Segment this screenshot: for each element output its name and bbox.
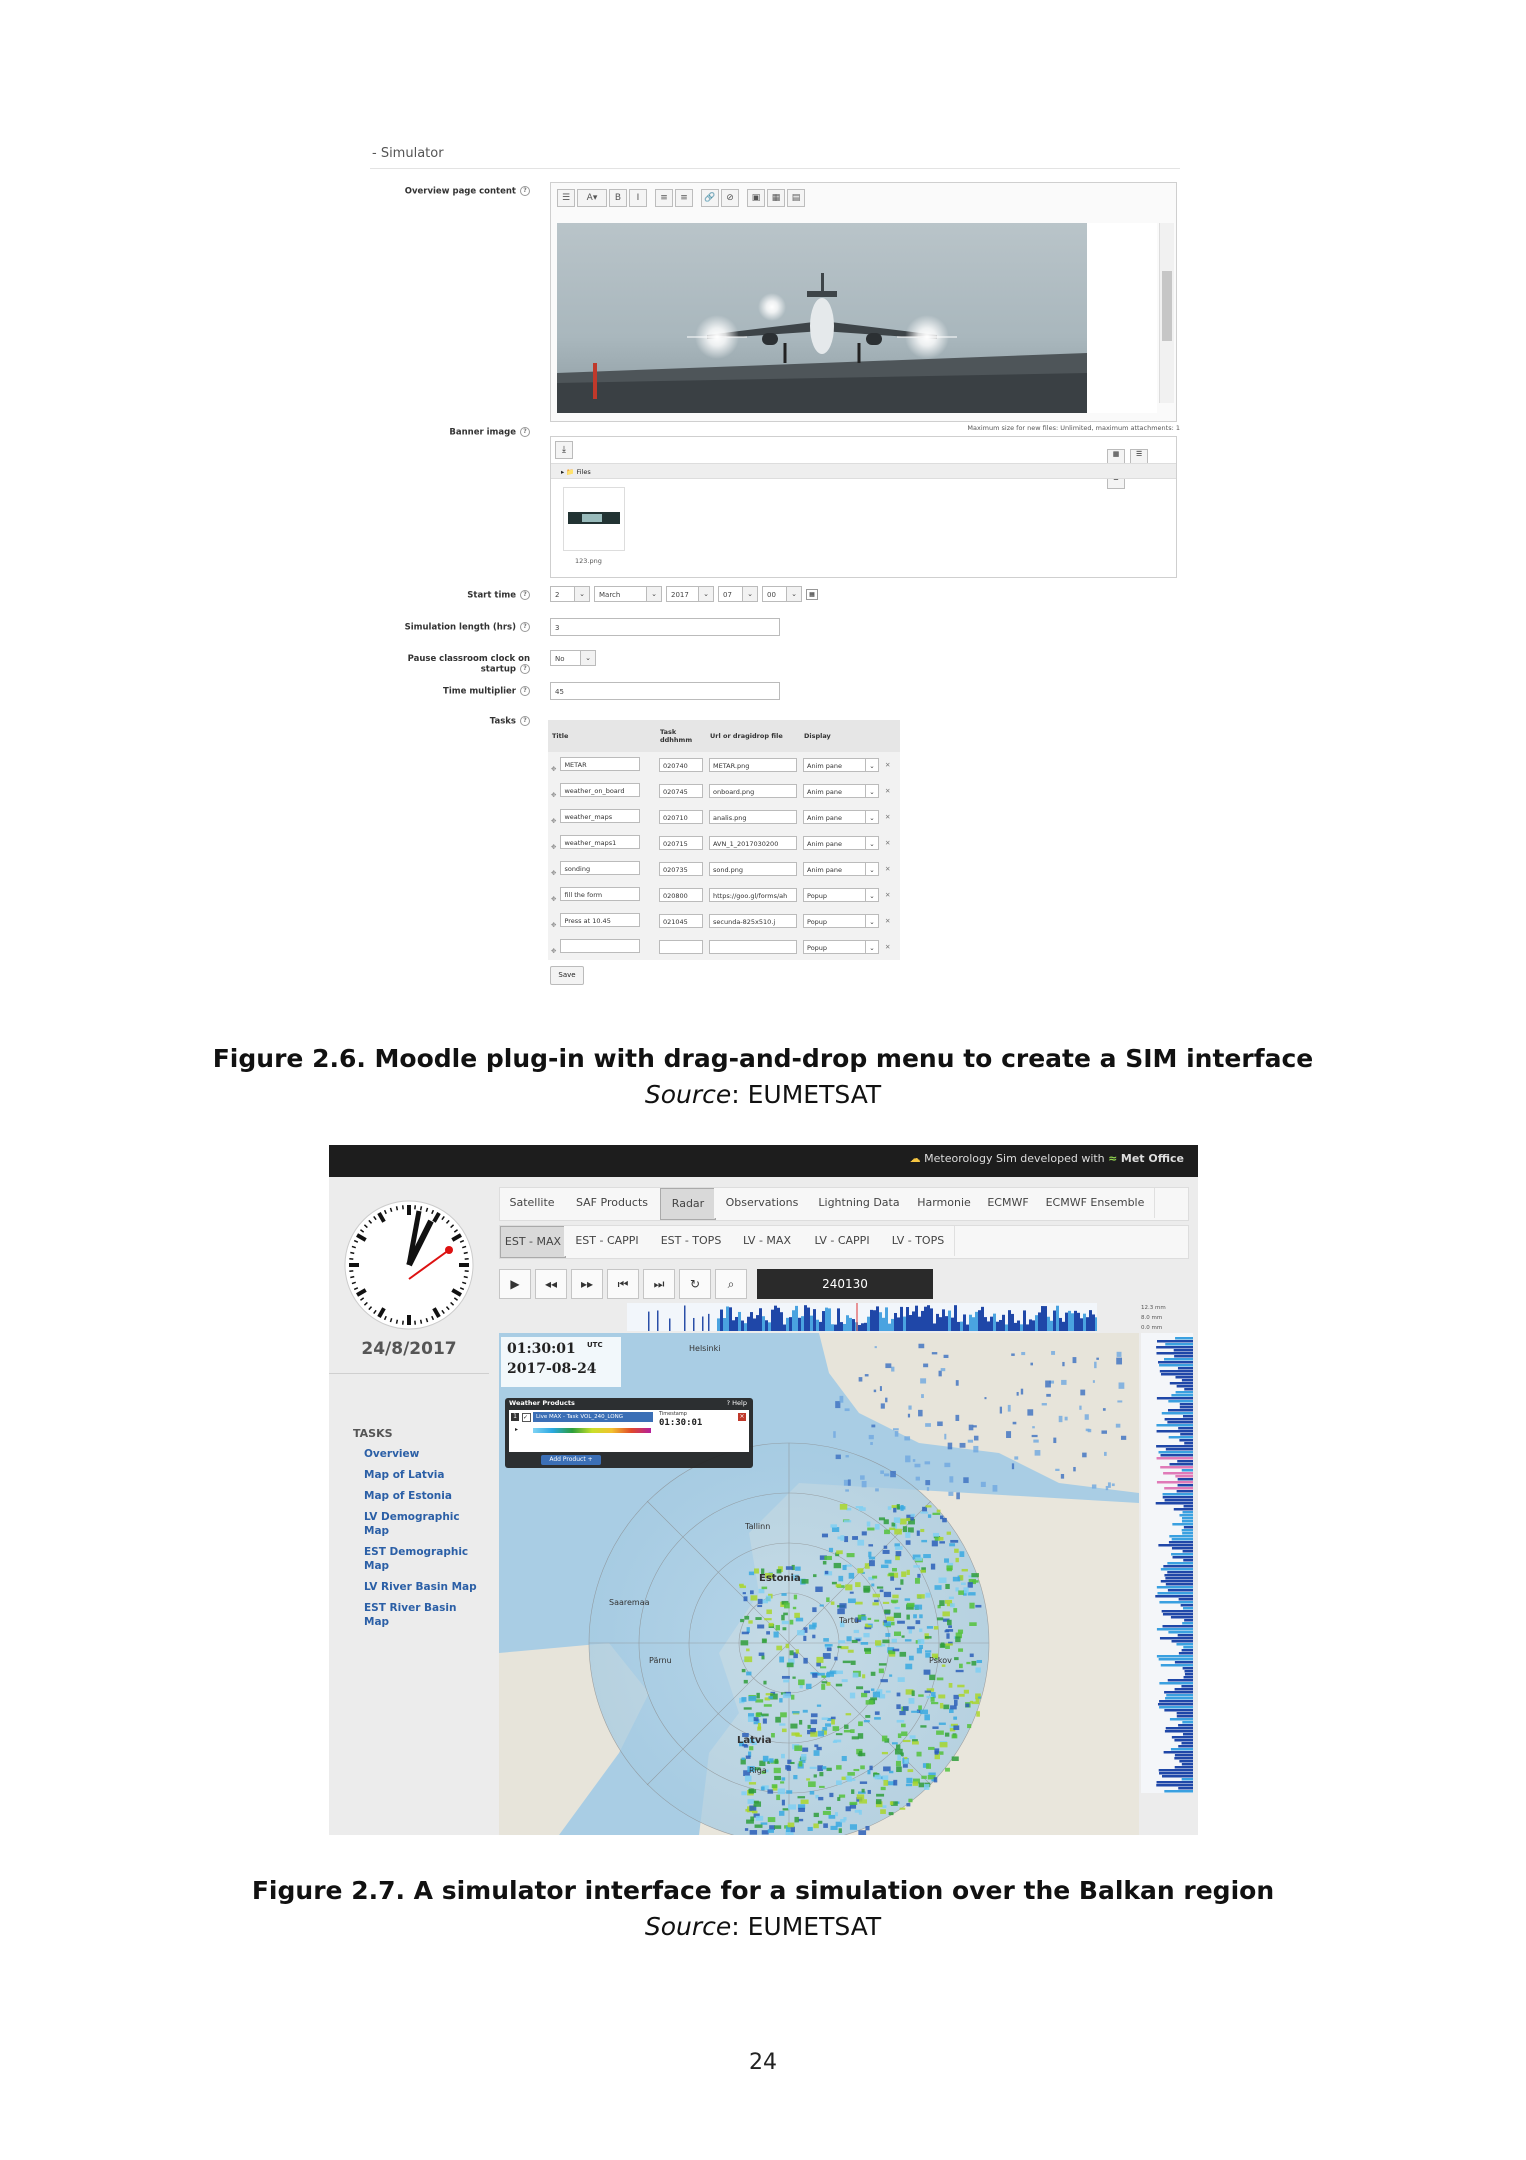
place-label: Latvia	[737, 1735, 772, 1746]
tab-satellite[interactable]: Satellite	[500, 1188, 565, 1218]
panel-title: Weather Products	[509, 1399, 575, 1407]
task-link[interactable]: Map of Latvia	[364, 1469, 445, 1481]
chevron-down-icon: ⌄	[698, 587, 713, 601]
chevron-down-icon: ⌄	[865, 889, 878, 901]
help-button[interactable]: ? Help	[726, 1399, 747, 1407]
file-picker[interactable]	[550, 436, 1177, 578]
met-office-logo: ≈	[1108, 1152, 1118, 1165]
task-display-select[interactable]: Popup ⌄	[803, 914, 879, 928]
task-row	[548, 830, 900, 856]
zoom-icon[interactable]: ⌕	[715, 1269, 747, 1299]
task-display-select[interactable]: Anim pane ⌄	[803, 784, 879, 798]
chevron-down-icon: ⌄	[574, 587, 589, 601]
subtab-est-cappi[interactable]: EST - CAPPI	[564, 1226, 651, 1256]
help-icon[interactable]: ?	[520, 427, 530, 437]
section-heading[interactable]: - Simulator	[372, 146, 444, 161]
task-display-select[interactable]: Popup ⌄	[803, 888, 879, 902]
layer-number: 1	[511, 1413, 519, 1421]
main-tabs	[499, 1187, 1189, 1221]
col-display: Display	[800, 720, 882, 752]
figure-2-6-caption: Figure 2.6. Moodle plug-in with drag-and-drop menu to create a SIM interface	[212, 1044, 1314, 1073]
chevron-down-icon: ⌄	[646, 587, 661, 601]
simulator-figure	[329, 1145, 1198, 1835]
tasks-label: Tasks ?	[370, 716, 530, 727]
task-time-input[interactable]: 020800	[659, 888, 703, 902]
place-label: Pärnu	[649, 1656, 672, 1665]
task-row	[548, 934, 900, 960]
editor-scrollbar[interactable]	[1159, 223, 1174, 403]
subtab-lv-tops[interactable]: LV - TOPS	[882, 1226, 955, 1256]
task-file-input[interactable]: https://goo.gl/forms/ah	[709, 888, 797, 902]
moodle-form-figure	[370, 140, 1180, 990]
playback-controls	[499, 1269, 999, 1299]
task-time-input[interactable]: 020735	[659, 862, 703, 876]
subtab-est-max[interactable]: EST - MAX	[500, 1226, 566, 1258]
task-time-input[interactable]: 020740	[659, 758, 703, 772]
toolbar-button[interactable]: ☰	[557, 189, 575, 207]
toolbar-button[interactable]: ⊘	[721, 189, 739, 207]
task-time-input[interactable]: 021045	[659, 914, 703, 928]
task-file-input[interactable]: secunda-825x510.j	[709, 914, 797, 928]
left-panel	[329, 1177, 489, 1835]
delete-icon[interactable]: ✕	[885, 839, 891, 847]
task-title-input[interactable]: Press at 10.45	[560, 913, 640, 927]
task-time-input[interactable]: 020715	[659, 836, 703, 850]
task-title-input[interactable]: weather_maps	[560, 809, 640, 823]
task-link[interactable]: Overview	[364, 1448, 420, 1460]
task-row	[548, 882, 900, 908]
pause-clock-select[interactable]: No ⌄	[550, 650, 596, 666]
drag-handle-icon[interactable]: ✥	[551, 791, 557, 799]
drag-handle-icon[interactable]: ✥	[551, 817, 557, 825]
task-title-input[interactable]	[560, 939, 640, 953]
toolbar-button[interactable]: ▤	[787, 189, 805, 207]
help-icon[interactable]: ?	[520, 664, 530, 674]
tasks-table	[548, 720, 900, 960]
calendar-icon[interactable]: ▦	[806, 589, 818, 600]
task-title-input[interactable]: weather_on_board	[560, 783, 640, 797]
figure-2-6-source: Source: EUMETSAT	[644, 1080, 882, 1109]
start-time-label: Start time ?	[370, 590, 530, 601]
simulation-length-label: Simulation length (hrs) ?	[370, 622, 530, 633]
tasks-heading: TASKS	[353, 1427, 393, 1440]
drag-handle-icon[interactable]: ✥	[551, 947, 557, 955]
place-label: Tartu	[839, 1616, 859, 1625]
tab-ecmwf[interactable]: ECMWF	[980, 1188, 1037, 1218]
place-label: Riga	[749, 1766, 767, 1775]
delete-icon[interactable]: ✕	[885, 865, 891, 873]
month-select[interactable]: March ⌄	[594, 586, 662, 602]
weather-products-panel[interactable]	[505, 1398, 753, 1468]
view-mode-buttons[interactable]	[1107, 441, 1167, 457]
timeline-strip[interactable]	[627, 1303, 1097, 1331]
skip-end-icon[interactable]: ⏭	[643, 1269, 675, 1299]
remove-layer-icon[interactable]: ×	[739, 1413, 745, 1420]
tab-saf-products[interactable]: SAF Products	[564, 1188, 661, 1218]
rich-text-editor[interactable]	[550, 182, 1177, 422]
delete-icon[interactable]: ✕	[885, 787, 891, 795]
subtab-est-tops[interactable]: EST - TOPS	[650, 1226, 733, 1256]
drag-handle-icon[interactable]: ✥	[551, 869, 557, 877]
task-link[interactable]: LV River Basin Map	[364, 1581, 477, 1593]
drag-handle-icon[interactable]: ✥	[551, 765, 557, 773]
scrollbar-thumb[interactable]	[1162, 271, 1172, 341]
task-row	[548, 856, 900, 882]
chevron-down-icon: ⌄	[580, 651, 595, 665]
place-label: Tallinn	[745, 1522, 771, 1531]
task-link[interactable]: EST River Basin Map	[364, 1602, 457, 1628]
list-view-icon[interactable]: ☰	[1130, 449, 1148, 465]
toolbar-button[interactable]: I	[629, 189, 647, 207]
map-time-overlay	[501, 1337, 621, 1387]
skip-start-icon[interactable]: ⏮	[607, 1269, 639, 1299]
frame-time-display: 240130	[757, 1269, 933, 1299]
simulation-length-input[interactable]: 3	[550, 618, 780, 636]
task-display-select[interactable]: Anim pane ⌄	[803, 810, 879, 824]
pause-clock-label: Pause classroom clock on startup ?	[407, 654, 530, 675]
tab-lightning-data[interactable]: Lightning Data	[810, 1188, 909, 1218]
color-scale	[533, 1428, 651, 1433]
task-title-input[interactable]: METAR	[560, 757, 640, 771]
drag-handle-icon[interactable]: ✥	[551, 843, 557, 851]
help-icon[interactable]: ?	[520, 186, 530, 196]
help-icon[interactable]: ?	[520, 686, 530, 696]
file-name: 123.png	[575, 557, 602, 565]
col-task-time: Task ddhhmm	[656, 720, 706, 752]
overview-label: Overview page content ?	[370, 186, 530, 197]
tab-radar[interactable]: Radar	[660, 1188, 716, 1220]
airplane-landing-image	[557, 223, 1087, 413]
product-row	[509, 1410, 749, 1452]
delete-icon[interactable]: ✕	[885, 813, 891, 821]
place-label: Pskov	[929, 1656, 952, 1665]
chevron-down-icon: ⌄	[865, 837, 878, 849]
map-date: 2017-08-24	[507, 1361, 597, 1377]
day-select[interactable]: 2 ⌄	[550, 586, 590, 602]
task-time-input[interactable]: 020745	[659, 784, 703, 798]
task-file-input[interactable]	[709, 940, 797, 954]
top-bar	[329, 1145, 1198, 1177]
editor-content-area[interactable]	[557, 223, 1157, 413]
drag-handle-icon[interactable]: ✥	[551, 895, 557, 903]
task-title-input[interactable]: sonding	[560, 861, 640, 875]
chevron-down-icon: ⌄	[865, 915, 878, 927]
col-title: Title	[548, 720, 656, 752]
play-icon[interactable]: ▶	[499, 1269, 531, 1299]
hour-select[interactable]: 07 ⌄	[718, 586, 758, 602]
task-display-select[interactable]: Anim pane ⌄	[803, 862, 879, 876]
start-time-selectors	[550, 586, 850, 604]
play-layer-icon[interactable]: ▸	[515, 1426, 519, 1433]
task-row	[548, 752, 900, 778]
task-display-select[interactable]: Anim pane ⌄	[803, 758, 879, 772]
toolbar-button[interactable]: ▣	[747, 189, 765, 207]
chevron-down-icon: ⌄	[865, 941, 878, 953]
place-label: Estonia	[759, 1573, 801, 1584]
task-file-input[interactable]: AVN_1_2017030200	[709, 836, 797, 850]
timestamp-label: Timestamp	[659, 1411, 687, 1417]
chevron-down-icon: ⌄	[786, 587, 801, 601]
delete-icon[interactable]: ✕	[885, 943, 891, 951]
toolbar-button[interactable]: ▦	[767, 189, 785, 207]
place-label: Helsinki	[689, 1344, 721, 1353]
chevron-down-icon: ⌄	[742, 587, 757, 601]
utc-label: UTC	[587, 1341, 603, 1349]
help-icon[interactable]: ?	[520, 716, 530, 726]
layer-checkbox[interactable]: ✓	[522, 1413, 531, 1422]
drag-handle-icon[interactable]: ✥	[551, 921, 557, 929]
task-link[interactable]: Map of Estonia	[364, 1490, 452, 1502]
delete-icon[interactable]: ✕	[885, 761, 891, 769]
brand-line: ☁ Meteorology Sim developed with ≈ Met Office	[909, 1152, 1184, 1165]
layer-select[interactable]: Live MAX - Task VOL_240_LONG	[533, 1412, 653, 1422]
toolbar-button[interactable]: B	[609, 189, 627, 207]
scale-label-low: 0.0 mm	[1141, 1325, 1163, 1331]
chevron-down-icon: ⌄	[865, 811, 878, 823]
tab-ecmwf-ensemble[interactable]: ECMWF Ensemble	[1036, 1188, 1155, 1218]
vertical-radar-profile	[1141, 1333, 1193, 1793]
minute-select[interactable]: 00 ⌄	[762, 586, 802, 602]
add-product-button[interactable]: Add Product +	[541, 1455, 601, 1465]
task-time-input[interactable]	[659, 940, 703, 954]
max-size-note: Maximum size for new files: Unlimited, maximum attachments: 1	[967, 424, 1180, 432]
toolbar-button[interactable]: ≡	[655, 189, 673, 207]
divider	[329, 1373, 489, 1374]
tasks-table-wrapper	[548, 720, 900, 960]
toolbar-button[interactable]: A▾	[577, 189, 607, 207]
subtab-lv-max[interactable]: LV - MAX	[732, 1226, 803, 1256]
file-thumbnail[interactable]	[563, 487, 625, 551]
task-title-input[interactable]: weather_maps1	[560, 835, 640, 849]
scale-labels	[1141, 1303, 1166, 1333]
chevron-down-icon: ⌄	[865, 759, 878, 771]
task-link[interactable]: EST Demographic Map	[364, 1546, 469, 1572]
chevron-down-icon: ⌄	[865, 863, 878, 875]
current-date: 24/8/2017	[361, 1339, 457, 1359]
task-link[interactable]: LV Demographic Map	[364, 1511, 460, 1537]
delete-icon[interactable]: ✕	[885, 891, 891, 899]
delete-icon[interactable]: ✕	[885, 917, 891, 925]
figure-2-7-caption: Figure 2.7. A simulator interface for a simulation over the Balkan region	[251, 1876, 1275, 1905]
help-icon[interactable]: ?	[520, 590, 530, 600]
timestamp-value: 01:30:01	[659, 1418, 703, 1428]
weather-icon: ☁	[909, 1152, 921, 1165]
task-file-input[interactable]: analis.png	[709, 810, 797, 824]
analog-clock	[339, 1195, 479, 1335]
task-file-input[interactable]: METAR.png	[709, 758, 797, 772]
tab-observations[interactable]: Observations	[714, 1188, 811, 1218]
scale-label-mid: 8.0 mm	[1141, 1315, 1163, 1321]
section-divider	[370, 168, 1180, 169]
toolbar-button[interactable]: ≡	[675, 189, 693, 207]
map-time: 01:30:01	[507, 1341, 576, 1357]
time-multiplier-label: Time multiplier ?	[370, 686, 530, 697]
brand-logo-text: Met Office	[1120, 1152, 1184, 1165]
tasks-table-header	[548, 720, 900, 752]
task-row	[548, 908, 900, 934]
subtab-lv-cappi[interactable]: LV - CAPPI	[802, 1226, 883, 1256]
col-url: Url or dragidrop file	[706, 720, 800, 752]
refresh-icon[interactable]: ↻	[679, 1269, 711, 1299]
task-display-select[interactable]: Popup ⌄	[803, 940, 879, 954]
figure-2-7-source: Source: EUMETSAT	[644, 1912, 882, 1941]
task-display-select[interactable]: Anim pane ⌄	[803, 836, 879, 850]
upload-icon[interactable]: ⤓	[555, 441, 573, 459]
sub-tabs	[499, 1225, 1189, 1259]
task-row	[548, 804, 900, 830]
tab-harmonie[interactable]: Harmonie	[908, 1188, 981, 1218]
chevron-down-icon: ⌄	[865, 785, 878, 797]
rewind-icon[interactable]: ◂◂	[535, 1269, 567, 1299]
task-file-input[interactable]: onboard.png	[709, 784, 797, 798]
toolbar-button[interactable]: 🔗	[701, 189, 719, 207]
help-icon[interactable]: ?	[520, 622, 530, 632]
task-file-input[interactable]: sond.png	[709, 862, 797, 876]
task-link-list	[364, 1447, 482, 1636]
task-title-input[interactable]: fill the form	[560, 887, 640, 901]
scale-label-high: 12.3 mm	[1141, 1305, 1166, 1311]
time-multiplier-input[interactable]: 45	[550, 682, 780, 700]
grid-view-icon[interactable]: ▦	[1107, 449, 1125, 465]
files-breadcrumb[interactable]: ▸ 📁 Files	[551, 463, 1176, 479]
save-button[interactable]: Save	[550, 966, 584, 985]
year-select[interactable]: 2017 ⌄	[666, 586, 714, 602]
task-row	[548, 778, 900, 804]
place-label: Saaremaa	[609, 1598, 650, 1607]
task-time-input[interactable]: 020710	[659, 810, 703, 824]
fast-forward-icon[interactable]: ▸▸	[571, 1269, 603, 1299]
page-number: 24	[749, 2050, 777, 2075]
banner-label: Banner image ?	[370, 427, 530, 438]
